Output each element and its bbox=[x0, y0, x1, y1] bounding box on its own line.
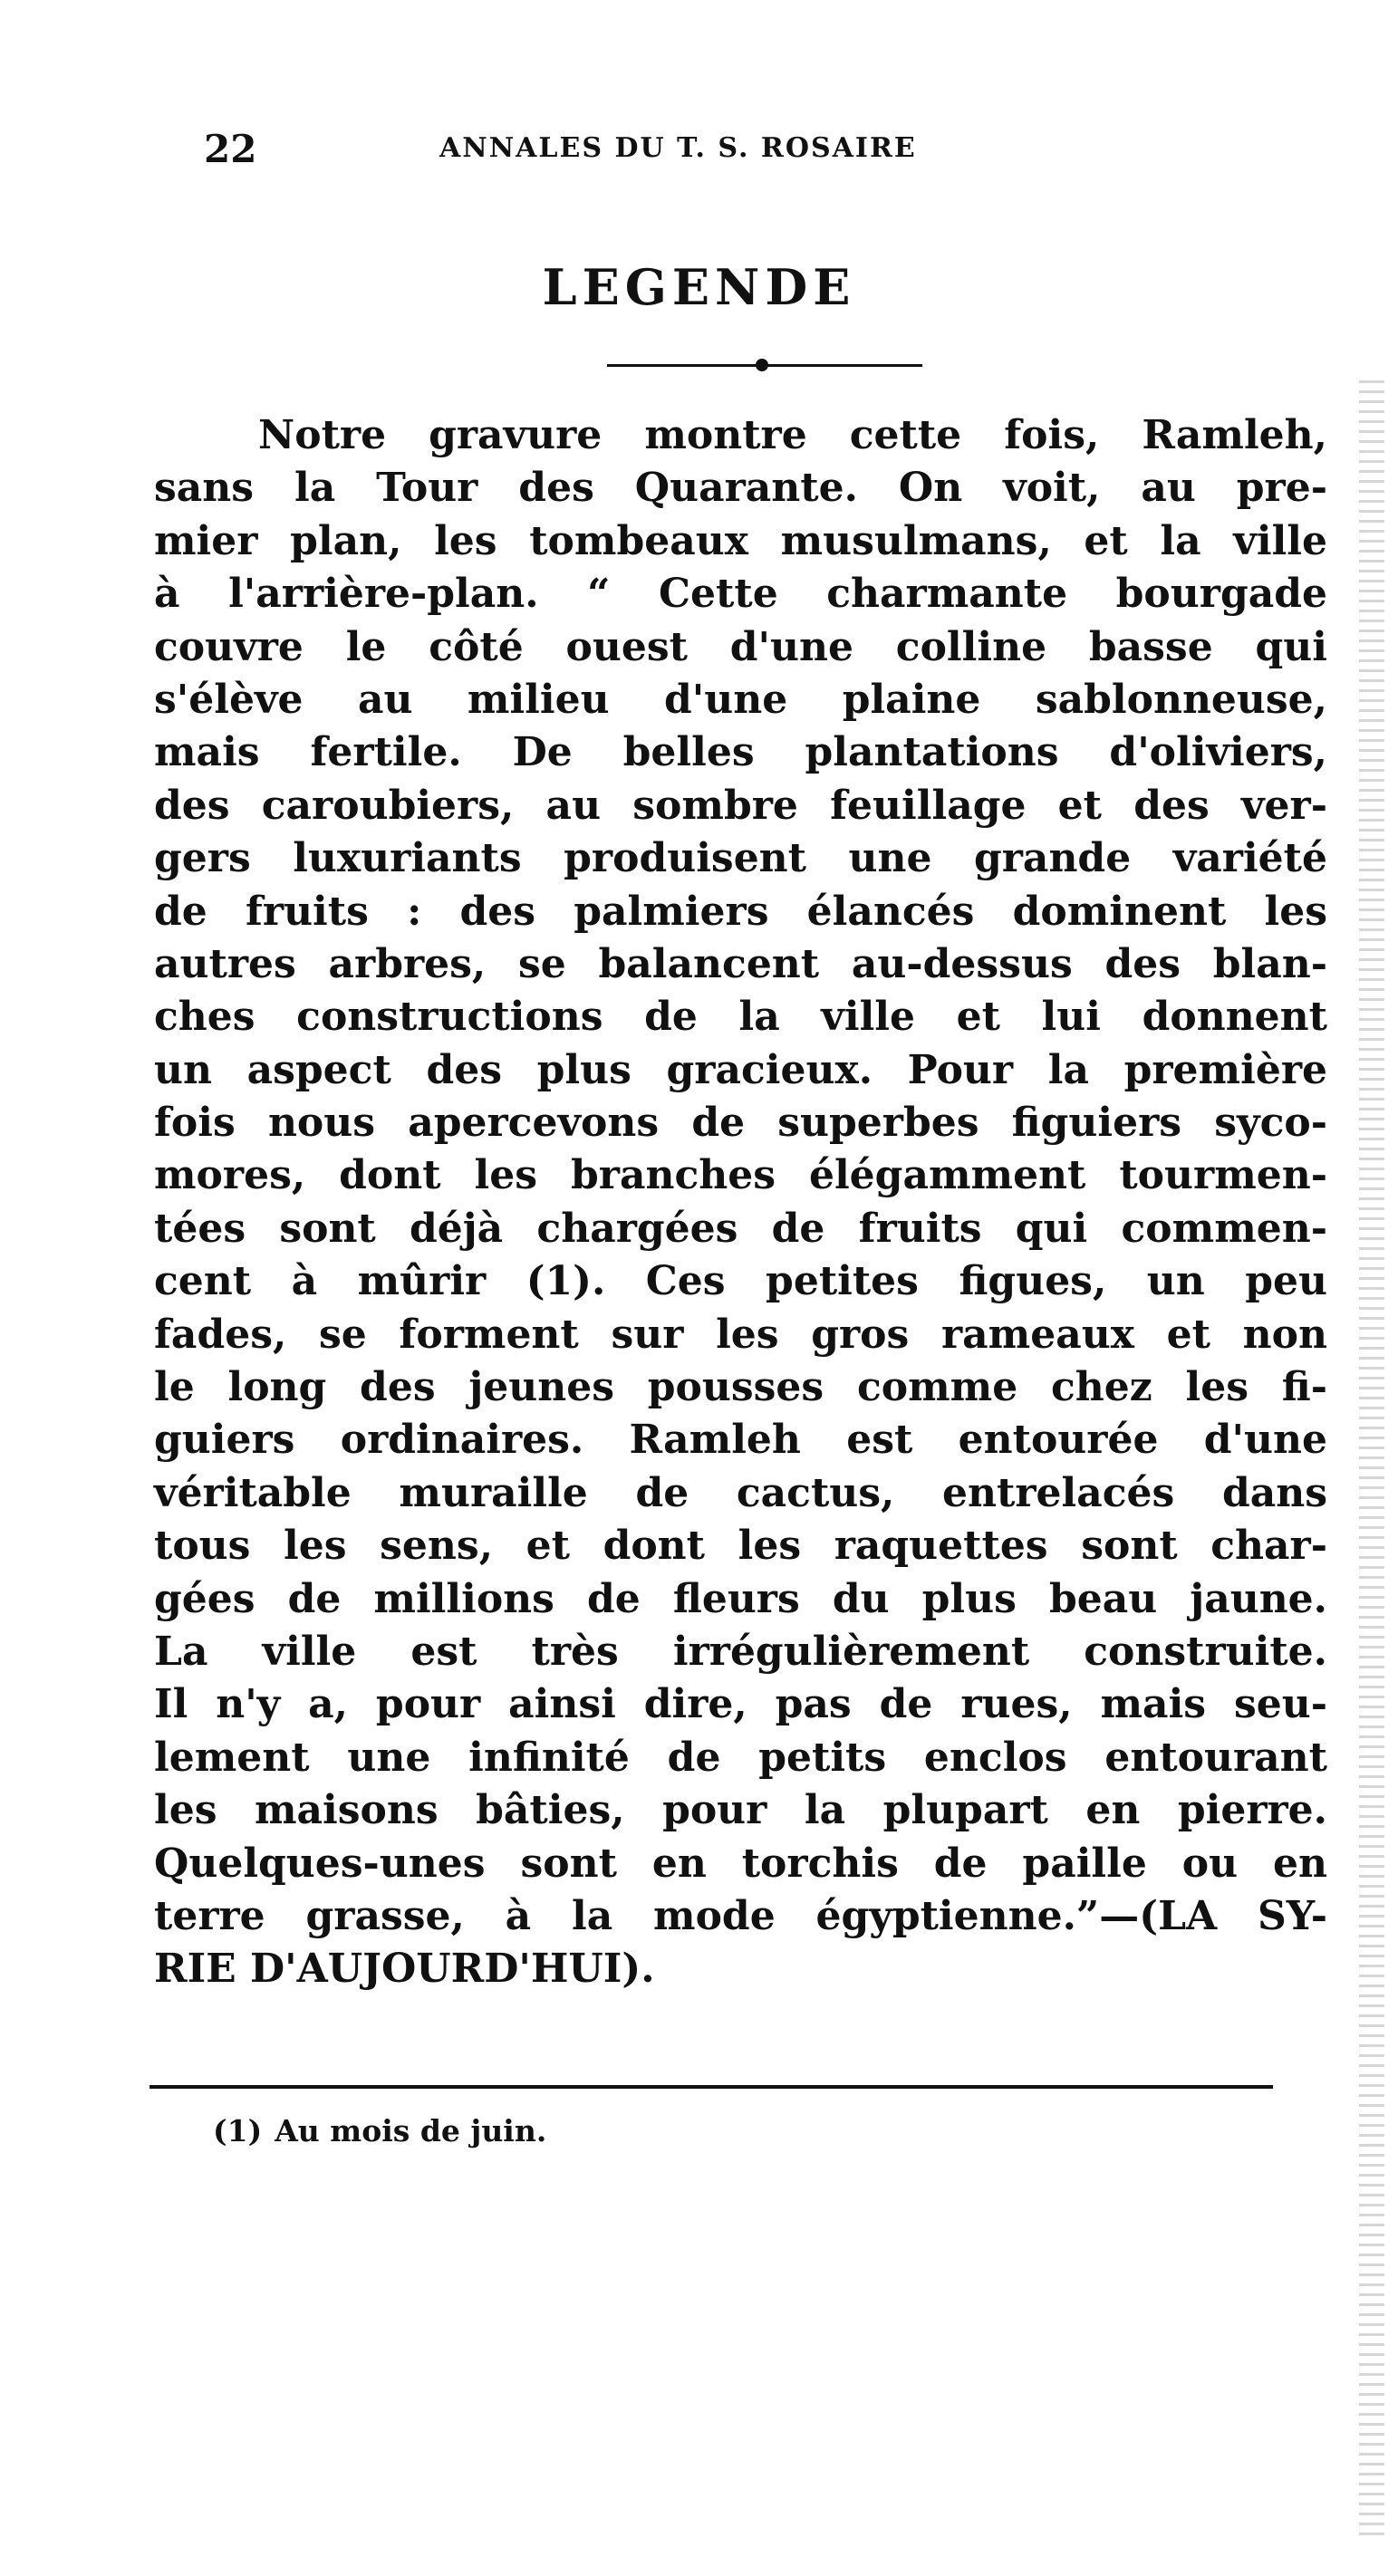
body-line: Il n'y a, pour ainsi dire, pas de rues, mais seu- bbox=[154, 1681, 1327, 1728]
body-line: RIE D'AUJOURD'HUI). bbox=[154, 1946, 655, 1993]
body-line: de fruits : des palmiers élancés dominent les bbox=[154, 888, 1327, 935]
body-line: fades, se forment sur les gros rameaux et non bbox=[154, 1311, 1327, 1358]
body-line: s'élève au milieu d'une plaine sablonneuse, bbox=[154, 676, 1327, 723]
section-title: LEGENDE bbox=[542, 258, 856, 316]
footnote-marker: (1) bbox=[213, 2113, 263, 2148]
body-line: le long des jeunes pousses comme chez les fi- bbox=[154, 1364, 1327, 1411]
body-line: guiers ordinaires. Ramleh est entourée d'une bbox=[154, 1417, 1327, 1464]
body-line: gers luxuriants produisent une grande variété bbox=[154, 835, 1327, 882]
body-line: véritable muraille de cactus, entrelacés dans bbox=[154, 1469, 1327, 1516]
body-line: terre grasse, à la mode égyptienne.”—(LA SY- bbox=[154, 1892, 1327, 1939]
body-line: tées sont déjà chargées de fruits qui commen- bbox=[154, 1205, 1327, 1252]
body-line: Quelques-unes sont en torchis de paille ou en bbox=[154, 1840, 1327, 1887]
body-line: Notre gravure montre cette fois, Ramleh, bbox=[258, 412, 1327, 458]
body-line: gées de millions de fleurs du plus beau jaune. bbox=[154, 1575, 1327, 1622]
body-line: un aspect des plus gracieux. Pour la première bbox=[154, 1046, 1327, 1093]
running-head bbox=[204, 127, 1110, 181]
footnote-rule bbox=[149, 2085, 1273, 2089]
body-line: à l'arrière-plan. “ Cette charmante bourgade bbox=[154, 571, 1327, 618]
running-title: ANNALES DU T. S. ROSAIRE bbox=[439, 132, 917, 164]
body-line: les maisons bâties, pour la plupart en pierre. bbox=[154, 1787, 1327, 1834]
body-line: La ville est très irrégulièrement construite. bbox=[154, 1628, 1327, 1675]
page-number: 22 bbox=[204, 127, 257, 171]
body-line: sans la Tour des Quarante. On voit, au pre- bbox=[154, 465, 1327, 512]
body-line: des caroubiers, au sombre feuillage et des ver- bbox=[154, 782, 1327, 829]
body-line: autres arbres, se balancent au-dessus des blan- bbox=[154, 940, 1327, 987]
body-text bbox=[154, 409, 1327, 1996]
footnote bbox=[213, 2113, 546, 2148]
body-line: cent à mûrir (1). Ces petites figues, un peu bbox=[154, 1258, 1327, 1305]
body-line: mier plan, les tombeaux musulmans, et la ville bbox=[154, 517, 1327, 564]
binding-edge-noise bbox=[1359, 380, 1384, 2536]
body-line: tous les sens, et dont les raquettes sont char- bbox=[154, 1523, 1327, 1570]
body-line: mores, dont les branches élégamment tourmen- bbox=[154, 1152, 1327, 1199]
body-line: fois nous apercevons de superbes figuiers syco- bbox=[154, 1100, 1327, 1147]
body-line: couvre le côté ouest d'une colline basse qui bbox=[154, 623, 1327, 670]
title-ornament-dot bbox=[756, 359, 768, 371]
body-line: mais fertile. De belles plantations d'oliviers, bbox=[154, 729, 1327, 776]
body-line: ches constructions de la ville et lui donnent bbox=[154, 994, 1327, 1041]
body-line: lement une infinité de petits enclos entourant bbox=[154, 1734, 1327, 1781]
footnote-text: Au mois de juin. bbox=[275, 2113, 547, 2148]
